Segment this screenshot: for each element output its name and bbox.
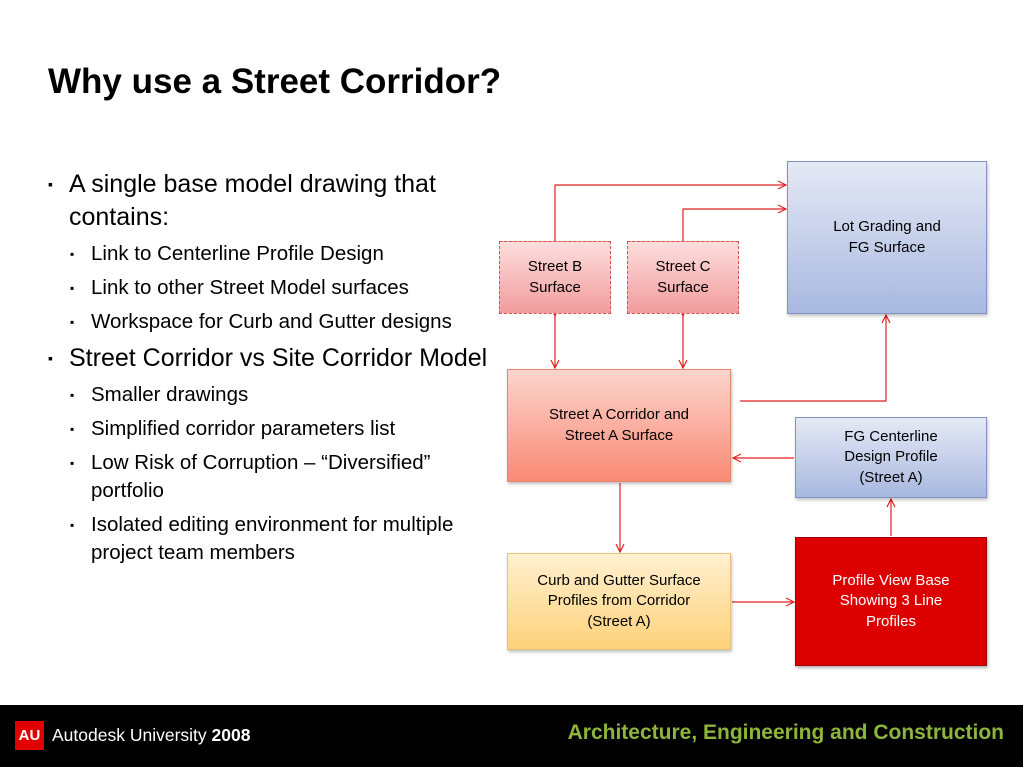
node-profile-view bbox=[795, 537, 987, 666]
edge-street-b-to-lot bbox=[555, 185, 786, 241]
node-fg-centerline bbox=[795, 417, 987, 498]
node-lot-grading bbox=[787, 161, 987, 314]
footer-tagline: Architecture, Engineering and Construction bbox=[567, 721, 1004, 744]
sub-bullet-item: ▪ Link to other Street Model surfaces bbox=[48, 274, 498, 302]
node-curb-gutter bbox=[507, 553, 731, 650]
university-name: Autodesk University bbox=[52, 725, 207, 745]
year: 2008 bbox=[211, 725, 251, 745]
edge-street-a-to-lot bbox=[740, 315, 886, 401]
node-street-b bbox=[499, 241, 611, 314]
sub-bullet-item: ▪ Smaller drawings bbox=[48, 381, 498, 409]
sub-bullet-item: ▪ Isolated editing environment for multiple project team members bbox=[48, 511, 498, 567]
node-label: Street A Corridor and Street A Surface bbox=[548, 406, 690, 444]
node-street-a bbox=[507, 369, 731, 482]
au-logo-icon: AU bbox=[15, 721, 44, 750]
node-label: Profile View Base Showing 3 Line Profiles bbox=[832, 571, 950, 630]
bullet-item: ▪ Street Corridor vs Site Corridor Model bbox=[48, 342, 498, 375]
sub-bullet-item: ▪ Link to Centerline Profile Design bbox=[48, 240, 498, 268]
sub-bullet-item: ▪ Low Risk of Corruption – “Diversified” portfolio bbox=[48, 449, 498, 505]
au-label bbox=[52, 725, 250, 746]
sub-bullet-item: ▪ Simplified corridor parameters list bbox=[48, 415, 498, 443]
node-label: Street B Surface bbox=[527, 258, 583, 296]
bullet-item: ▪ A single base model drawing that contains: bbox=[48, 168, 498, 234]
edge-street-c-to-lot bbox=[683, 209, 786, 241]
node-label: FG Centerline Design Profile (Street A) bbox=[844, 427, 938, 486]
node-label: Lot Grading and FG Surface bbox=[833, 218, 941, 256]
node-label: Street C Surface bbox=[655, 258, 711, 296]
node-label: Curb and Gutter Surface Profiles from Corridor (Street A) bbox=[537, 571, 701, 630]
sub-bullet-item: ▪ Workspace for Curb and Gutter designs bbox=[48, 308, 498, 336]
node-street-c bbox=[627, 241, 739, 314]
slide-title: Why use a Street Corridor? bbox=[48, 62, 502, 101]
